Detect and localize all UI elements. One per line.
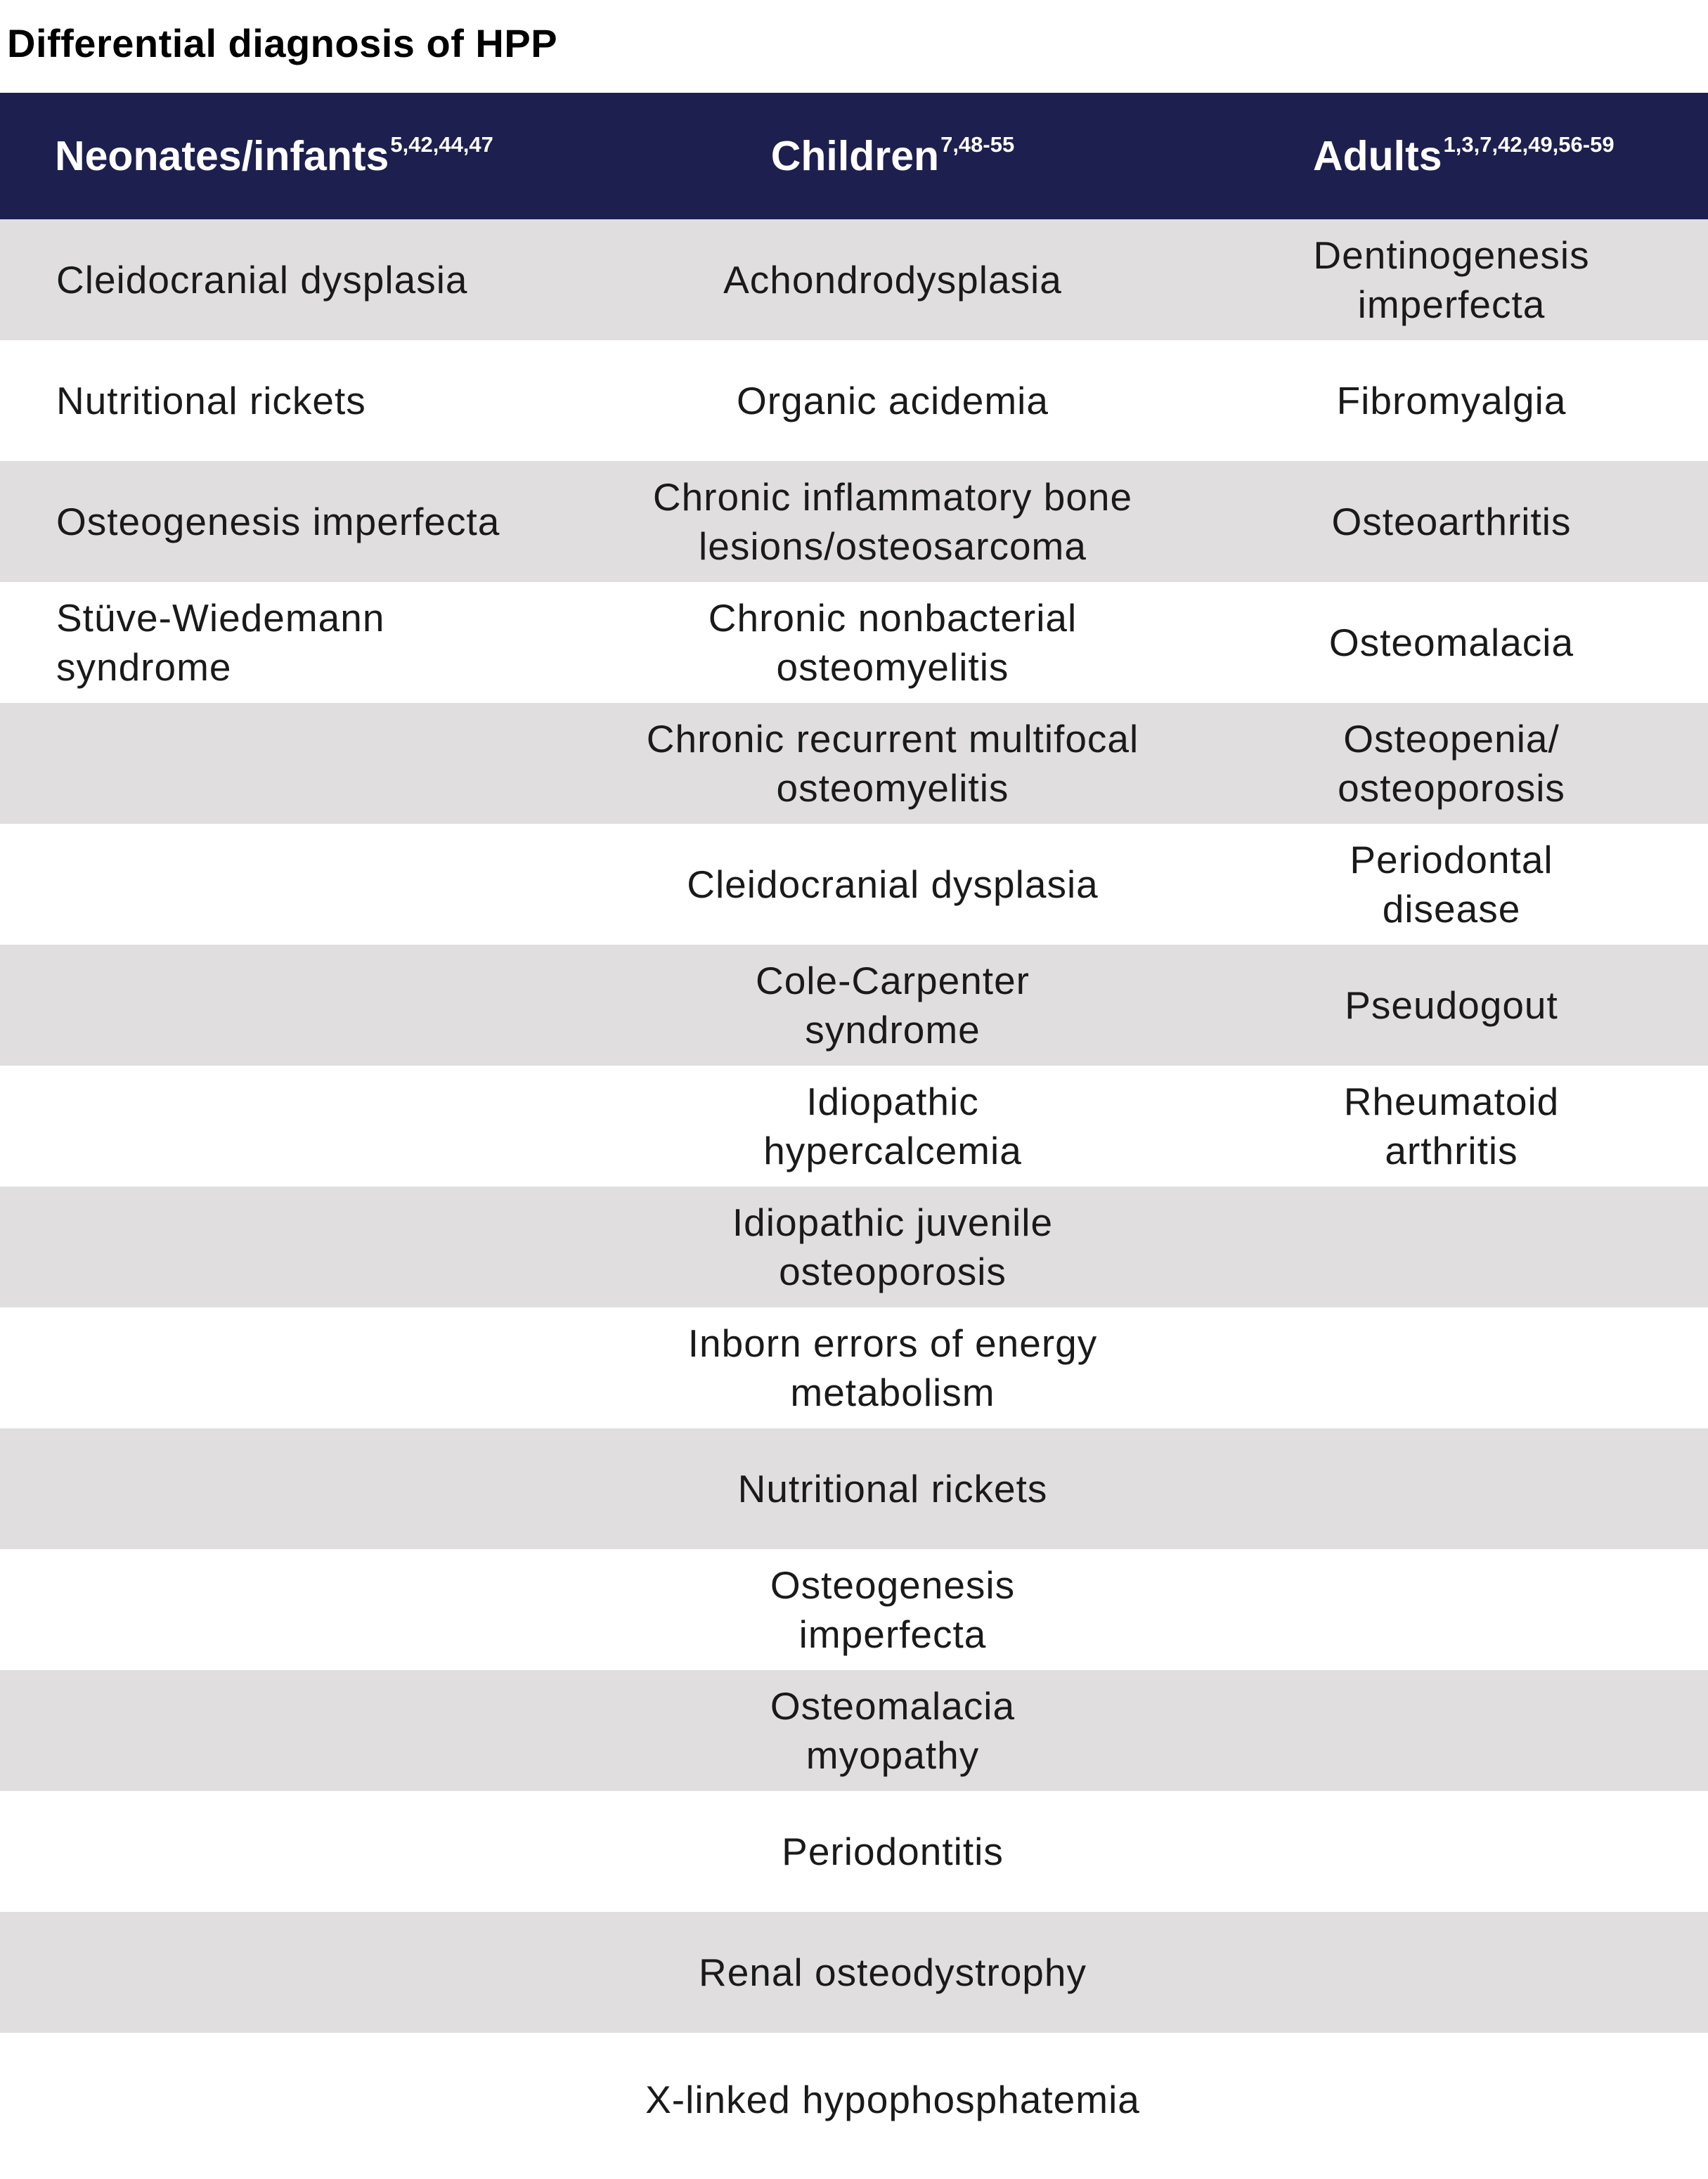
cell-children	[601, 824, 1184, 945]
header-adults	[1313, 93, 1615, 219]
cell-adults	[1230, 219, 1673, 340]
table-row	[0, 582, 1708, 703]
table-row	[0, 1066, 1708, 1187]
cell-adults	[1230, 1912, 1673, 2033]
cell-children	[601, 1187, 1184, 1307]
cell-neonates-infants	[56, 1912, 590, 2033]
cell-children	[601, 1912, 1184, 2033]
cell-adults	[1230, 2033, 1673, 2166]
cell-children	[601, 703, 1184, 824]
cell-adults	[1230, 1791, 1673, 1912]
cell-text: X-linked hypophosphatemia	[645, 2078, 1140, 2121]
cell-neonates-infants	[56, 945, 590, 1066]
header-refs: 7,48-55	[940, 132, 1015, 157]
cell-children	[601, 1791, 1184, 1912]
cell-children	[601, 1307, 1184, 1428]
cell-text: Periodontal disease	[1350, 838, 1553, 931]
cell-neonates-infants	[56, 1307, 590, 1428]
cell-neonates-infants	[56, 824, 590, 945]
table-header-row	[0, 93, 1708, 219]
cell-text: Nutritional rickets	[56, 379, 366, 422]
table-row	[0, 219, 1708, 340]
cell-text: Idiopathic hypercalcemia	[763, 1080, 1022, 1172]
table-row	[0, 1187, 1708, 1307]
cell-adults	[1230, 824, 1673, 945]
cell-text: Idiopathic juvenile osteoporosis	[732, 1201, 1054, 1293]
cell-text: Pseudogout	[1345, 983, 1558, 1027]
cell-neonates-infants	[56, 1428, 590, 1549]
table-row	[0, 1549, 1708, 1670]
cell-text: Chronic recurrent multifocal osteomyelitis	[646, 717, 1139, 810]
cell-children	[601, 2033, 1184, 2166]
cell-text: Osteopenia/ osteoporosis	[1338, 717, 1565, 810]
cell-text: Periodontitis	[782, 1830, 1004, 1873]
cell-neonates-infants	[56, 219, 590, 340]
cell-text: Cleidocranial dysplasia	[687, 862, 1099, 906]
cell-text: Fibromyalgia	[1336, 379, 1567, 422]
cell-neonates-infants	[56, 461, 590, 582]
cell-text: Organic acidemia	[737, 379, 1049, 422]
cell-adults	[1230, 582, 1673, 703]
cell-text: Renal osteodystrophy	[699, 1951, 1087, 1994]
cell-adults	[1230, 340, 1673, 461]
cell-text: Achondrodysplasia	[723, 258, 1062, 302]
cell-text: Inborn errors of energy metabolism	[687, 1321, 1098, 1414]
page-title: Differential diagnosis of HPP	[7, 21, 558, 65]
cell-text: Dentinogenesis imperfecta	[1313, 233, 1590, 326]
table-row	[0, 2033, 1708, 2166]
header-label: Children	[770, 133, 940, 179]
header-refs: 1,3,7,42,49,56-59	[1443, 132, 1615, 157]
cell-neonates-infants	[56, 1066, 590, 1187]
cell-children	[601, 945, 1184, 1066]
cell-adults	[1230, 1670, 1673, 1791]
table-row	[0, 1791, 1708, 1912]
cell-text: Osteoarthritis	[1331, 500, 1572, 543]
table-row	[0, 1428, 1708, 1549]
cell-children	[601, 1670, 1184, 1791]
differential-diagnosis-table	[0, 93, 1708, 2166]
cell-children	[601, 1428, 1184, 1549]
cell-text: Rheumatoid arthritis	[1343, 1080, 1560, 1172]
header-label: Adults	[1313, 133, 1442, 179]
cell-adults	[1230, 703, 1673, 824]
cell-text: Stüve-Wiedemann syndrome	[56, 596, 385, 689]
cell-children	[601, 219, 1184, 340]
table-row	[0, 1670, 1708, 1791]
cell-children	[601, 582, 1184, 703]
cell-text: Osteomalacia	[1328, 621, 1574, 664]
cell-neonates-infants	[56, 340, 590, 461]
cell-neonates-infants	[56, 1549, 590, 1670]
table-row	[0, 703, 1708, 824]
header-label: Neonates/infants	[55, 133, 389, 179]
cell-text: Nutritional rickets	[737, 1467, 1048, 1511]
cell-neonates-infants	[56, 703, 590, 824]
cell-text: Osteogenesis imperfecta	[770, 1563, 1016, 1656]
cell-neonates-infants	[56, 2033, 590, 2166]
cell-neonates-infants	[56, 1791, 590, 1912]
cell-text: Osteogenesis imperfecta	[56, 500, 500, 543]
cell-text: Cleidocranial dysplasia	[56, 258, 468, 302]
table-row	[0, 824, 1708, 945]
cell-text: Chronic nonbacterial osteomyelitis	[708, 596, 1078, 689]
cell-children	[601, 1066, 1184, 1187]
header-refs: 5,42,44,47	[390, 132, 493, 157]
table-row	[0, 340, 1708, 461]
table-row	[0, 1307, 1708, 1428]
cell-adults	[1230, 1066, 1673, 1187]
cell-adults	[1230, 1549, 1673, 1670]
cell-adults	[1230, 945, 1673, 1066]
cell-text: Cole-Carpenter syndrome	[755, 959, 1030, 1052]
cell-children	[601, 461, 1184, 582]
cell-children	[601, 1549, 1184, 1670]
cell-adults	[1230, 1187, 1673, 1307]
cell-neonates-infants	[56, 1670, 590, 1791]
cell-adults	[1230, 461, 1673, 582]
cell-text: Chronic inflammatory bone lesions/osteosarcoma	[652, 475, 1133, 568]
cell-adults	[1230, 1307, 1673, 1428]
cell-neonates-infants	[56, 1187, 590, 1307]
table-row	[0, 945, 1708, 1066]
table-row	[0, 461, 1708, 582]
cell-children	[601, 340, 1184, 461]
cell-neonates-infants	[56, 582, 590, 703]
table-row	[0, 1912, 1708, 2033]
cell-adults	[1230, 1428, 1673, 1549]
cell-text: Osteomalacia myopathy	[770, 1684, 1016, 1777]
